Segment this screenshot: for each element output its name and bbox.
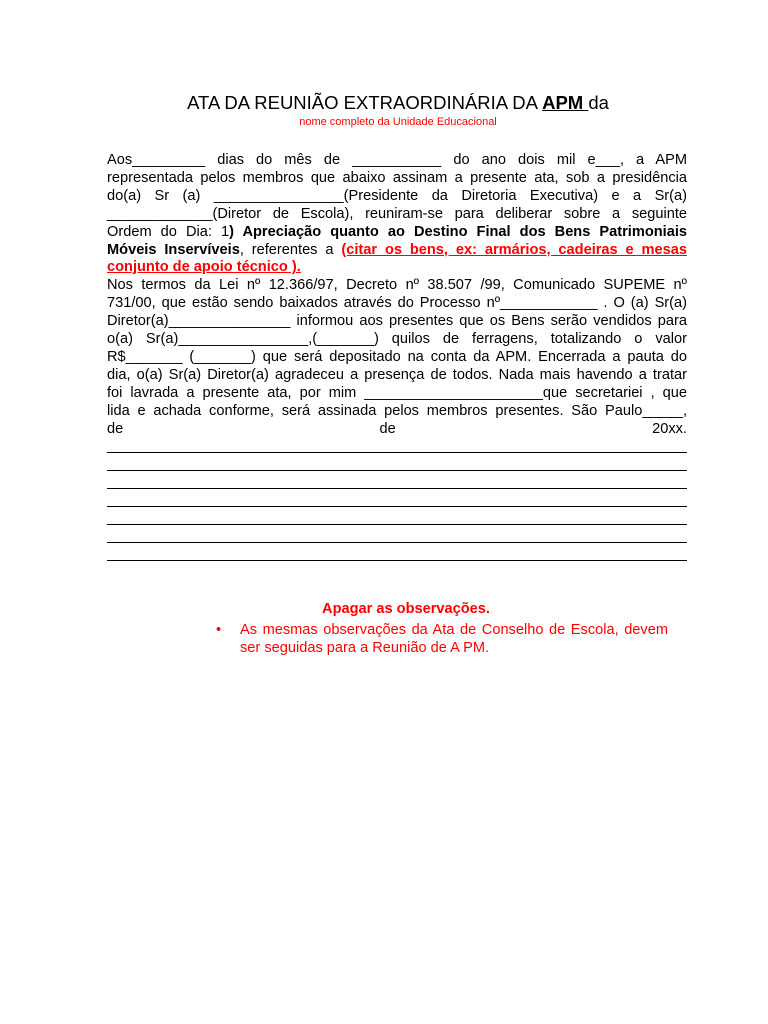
observation-text: As mesmas observações da Ata de Conselho de Escola, devem ser seguidas para a Reunião de A PM. (240, 622, 668, 656)
date-year: 20xx. (652, 420, 687, 437)
title-prefix: ATA DA REUNIÃO EXTRAORDINÁRIA DA (187, 92, 543, 113)
body-line (107, 224, 687, 242)
agenda-item: ) Apreciação quanto ao Destino Final dos Bens Patrimoniais (229, 223, 687, 240)
body-line: do(a) Sr (a) ________________(Presidente da Diretoria Executiva) e a Sr(a) (107, 187, 687, 204)
bullet-icon: • (216, 622, 222, 638)
body-line: _____________(Diretor de Escola), reuniram-se para deliberar sobre a seguinte (107, 205, 687, 222)
body-line (107, 242, 687, 260)
signature-line (107, 528, 687, 546)
date-de-1: de (107, 420, 124, 437)
body-line: Aos_________ dias do mês de ___________ do ano dois mil e___, a APM (107, 152, 687, 168)
referentes-text: , referentes a (239, 241, 342, 258)
body-line: 731/00, que estão sendo baixados através do Processo nº____________ . O (a) Sr(a) (107, 295, 687, 312)
body-line: R$_______ (_______) que será depositado na conta da APM. Encerrada a pauta do (107, 348, 687, 365)
body-line: o(a) Sr(a)________________,(_______) quilos de ferragens, totalizando o valor (107, 331, 687, 348)
agenda-prefix: Ordem do Dia: 1 (107, 223, 230, 240)
body-line: Diretor(a)_______________ informou aos presentes que os Bens serão vendidos para (107, 313, 687, 330)
body-line: foi lavrada a presente ata, por mim ______________________que secretariei , que (107, 384, 687, 401)
body-line: representada pelos membros que abaixo assinam a presente ata, sob a presidência (107, 169, 687, 186)
goods-note-cont: conjunto de apoio técnico ). (107, 259, 301, 276)
date-line (107, 421, 687, 439)
body-line (107, 259, 687, 277)
minutes-body (107, 152, 687, 564)
signature-line (107, 510, 687, 528)
observations-list (216, 622, 668, 658)
observations-title: Apagar as observações. (322, 601, 490, 617)
signature-line (107, 492, 687, 510)
body-line: lida e achada conforme, será assinada pelos membros presentes. São Paulo_____, (107, 402, 687, 419)
list-item (216, 622, 668, 658)
goods-note: (citar os bens, ex: armários, cadeiras e mesas (341, 241, 687, 258)
body-line: Nos termos da Lei nº 12.366/97, Decreto nº 38.507 /99, Comunicado SUPEME nº (107, 277, 687, 294)
document-title (0, 92, 768, 114)
document-subtitle: nome completo da Unidade Educacional (299, 116, 497, 128)
agenda-item-cont: Móveis Inservíveis (107, 241, 240, 258)
signature-line (107, 456, 687, 474)
date-de-2: de (379, 420, 396, 437)
body-line: dia, o(a) Sr(a) Diretor(a) agradeceu a presença de todos. Nada mais havendo a tratar (107, 366, 687, 383)
signature-line (107, 439, 687, 457)
title-apm: APM (542, 92, 589, 113)
signature-line (107, 474, 687, 492)
title-suffix: da (588, 92, 609, 113)
signature-line (107, 546, 687, 564)
